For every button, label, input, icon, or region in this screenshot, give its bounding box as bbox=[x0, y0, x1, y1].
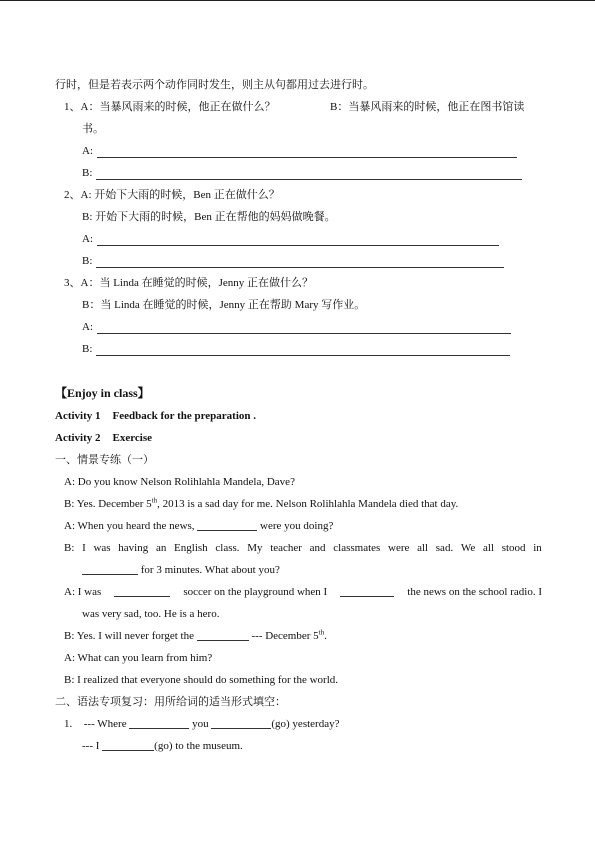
dialogue-line-3-pre: A: When you heard the news, bbox=[64, 520, 195, 532]
q2-a-label: A: bbox=[80, 189, 92, 201]
q3-answer-b-line[interactable] bbox=[96, 344, 510, 356]
dialogue-line-4-word: classmates bbox=[333, 542, 381, 554]
enjoy-heading: 【Enjoy in class】 bbox=[55, 386, 150, 400]
dialogue-line-4-word: in bbox=[533, 542, 542, 554]
blank-silence[interactable] bbox=[82, 563, 138, 575]
q1-answer-a-label: A: bbox=[82, 145, 93, 157]
q3-a-line bbox=[64, 276, 313, 290]
q2-answer-a-line[interactable] bbox=[97, 234, 499, 246]
section1-title: 一、情景专练（一） bbox=[55, 454, 154, 466]
q1-a-text: 当暴风雨来的时候，他正在做什么？ bbox=[99, 101, 276, 113]
dialogue-line-7: was very sad, too. He is a hero. bbox=[82, 608, 220, 620]
blank-heard[interactable] bbox=[340, 585, 394, 597]
q1-b-continuation: 书。 bbox=[82, 123, 104, 135]
dialogue-line-4-word: My bbox=[247, 542, 263, 554]
dialogue-line-4-word: was bbox=[93, 542, 111, 554]
q1-b-line bbox=[330, 100, 524, 114]
dialogue-line-8-sup: th bbox=[318, 628, 325, 637]
grammar-q1-mid: you bbox=[192, 718, 209, 730]
q3-a-label: A： bbox=[80, 277, 100, 289]
dialogue-line-4-word: English bbox=[174, 542, 208, 554]
q3-answer-b bbox=[82, 342, 510, 356]
dialogue-line-9: A: What can you learn from him? bbox=[64, 652, 213, 664]
dialogue-line-1: A: Do you know Nelson Rolihlahla Mandela, Dave? bbox=[64, 476, 295, 488]
blank-what[interactable] bbox=[197, 519, 257, 531]
q3-answer-a-label: A: bbox=[82, 321, 93, 333]
section2-title: 二、语法专项复习：用所给词的适当形式填空： bbox=[55, 696, 286, 708]
grammar-q1-pre: --- Where bbox=[83, 718, 127, 730]
dialogue-line-2 bbox=[64, 497, 458, 511]
activity2-label: Activity 2 bbox=[55, 432, 101, 444]
q3-number: 3、 bbox=[64, 277, 81, 289]
q2-answer-b bbox=[82, 254, 504, 268]
q3-b-line bbox=[82, 298, 365, 312]
dialogue-line-8-pre: B: Yes. I will never forget the bbox=[64, 630, 194, 642]
q2-answer-a bbox=[82, 232, 499, 246]
q2-answer-b-line[interactable] bbox=[96, 256, 504, 268]
q2-b-text: 开始下大雨的时候，Ben 正在帮他的妈妈做晚餐。 bbox=[95, 211, 336, 223]
blank-day[interactable] bbox=[197, 629, 249, 641]
q1-answer-b-label: B: bbox=[82, 167, 93, 179]
q3-b-label: B： bbox=[82, 299, 101, 311]
q1-answer-b-line[interactable] bbox=[96, 168, 522, 180]
grammar-a1 bbox=[82, 739, 243, 753]
activity1-title: Feedback for the preparation . bbox=[112, 410, 257, 422]
blank-playing[interactable] bbox=[114, 585, 170, 597]
q1-answer-a bbox=[82, 144, 517, 158]
dialogue-line-4-word: and bbox=[309, 542, 326, 554]
activity1 bbox=[55, 409, 256, 423]
dialogue-line-4-word: We bbox=[460, 542, 476, 554]
q3-answer-b-label: B: bbox=[82, 343, 93, 355]
dialogue-line-3-post: were you doing? bbox=[260, 520, 334, 532]
activity1-label: Activity 1 bbox=[55, 410, 101, 422]
dialogue-line-6-a: A: I was bbox=[64, 586, 102, 598]
q2-number: 2、 bbox=[64, 189, 81, 201]
q2-answer-b-label: B: bbox=[82, 255, 93, 267]
dialogue-line-6-c: the news on the school radio. I bbox=[407, 586, 542, 598]
blank-went[interactable] bbox=[102, 739, 154, 751]
q1-number: 1、 bbox=[64, 101, 81, 113]
q3-a-text: 当 Linda 在睡觉的时候，Jenny 正在做什么？ bbox=[99, 277, 314, 289]
q2-b-label: B: bbox=[82, 211, 93, 223]
q2-a-text: 开始下大雨的时候，Ben 正在做什么？ bbox=[94, 189, 280, 201]
activity2-title: Exercise bbox=[112, 432, 153, 444]
dialogue-line-2-pre: B: Yes. December 5 bbox=[64, 498, 152, 510]
q1-a-label: A： bbox=[80, 101, 100, 113]
dialogue-line-8-end: . bbox=[324, 630, 327, 642]
q2-b-line bbox=[82, 210, 336, 224]
dialogue-line-6 bbox=[64, 585, 542, 599]
q1-answer-a-line[interactable] bbox=[97, 146, 517, 158]
grammar-q1-post: (go) yesterday? bbox=[271, 718, 340, 730]
dialogue-line-5-post: for 3 minutes. What about you? bbox=[140, 564, 280, 576]
q3-answer-a bbox=[82, 320, 511, 334]
dialogue-line-2-post: , 2013 is a sad day for me. Nelson Rolihlahla Mandela died that day. bbox=[157, 498, 459, 510]
dialogue-line-4-word: I bbox=[82, 542, 86, 554]
dialogue-line-4-word: sad. bbox=[435, 542, 454, 554]
dialogue-line-4-word: class. bbox=[215, 542, 240, 554]
grammar-a1-pre: --- I bbox=[82, 740, 100, 752]
dialogue-line-4-word: B: bbox=[64, 542, 75, 554]
q2-a-line bbox=[64, 188, 280, 202]
q1-b-text: 当暴风雨来的时候，他正在图书馆读 bbox=[348, 101, 525, 113]
dialogue-line-4-word: teacher bbox=[270, 542, 302, 554]
activity2 bbox=[55, 431, 152, 445]
dialogue-line-3 bbox=[64, 519, 333, 533]
dialogue-line-4-word: having bbox=[118, 542, 149, 554]
dialogue-line-4-word: were bbox=[388, 542, 410, 554]
q1-answer-b bbox=[82, 166, 522, 180]
dialogue-line-4-word: an bbox=[155, 542, 167, 554]
grammar-a1-post: (go) to the museum. bbox=[154, 740, 243, 752]
q2-answer-a-label: A: bbox=[82, 233, 93, 245]
grammar-q1-number: 1. bbox=[64, 718, 73, 730]
dialogue-line-4 bbox=[64, 541, 542, 555]
q1-b-label: B： bbox=[330, 101, 349, 113]
dialogue-line-4-word: all bbox=[483, 542, 494, 554]
dialogue-line-4-word: all bbox=[417, 542, 429, 554]
dialogue-line-6-b: soccer on the playground when I bbox=[183, 586, 328, 598]
q1-a-line bbox=[64, 100, 275, 114]
q3-b-text: 当 Linda 在睡觉的时候，Jenny 正在帮助 Mary 写作业。 bbox=[100, 299, 366, 311]
blank-go[interactable] bbox=[211, 717, 271, 729]
blank-did[interactable] bbox=[129, 717, 189, 729]
dialogue-line-5 bbox=[82, 563, 280, 577]
grammar-q1 bbox=[64, 717, 339, 731]
dialogue-line-8-post: --- December 5 bbox=[251, 630, 319, 642]
dialogue-line-8 bbox=[64, 629, 327, 643]
intro-text: 行时，但是若表示两个动作同时发生，则主从句都用过去进行时。 bbox=[55, 79, 374, 91]
dialogue-line-4-word: stood bbox=[501, 542, 526, 554]
dialogue-line-2-sup: th bbox=[151, 496, 158, 505]
header-rule bbox=[0, 0, 595, 1]
q3-answer-a-line[interactable] bbox=[97, 322, 511, 334]
dialogue-line-10: B: I realized that everyone should do something for the world. bbox=[64, 674, 339, 686]
